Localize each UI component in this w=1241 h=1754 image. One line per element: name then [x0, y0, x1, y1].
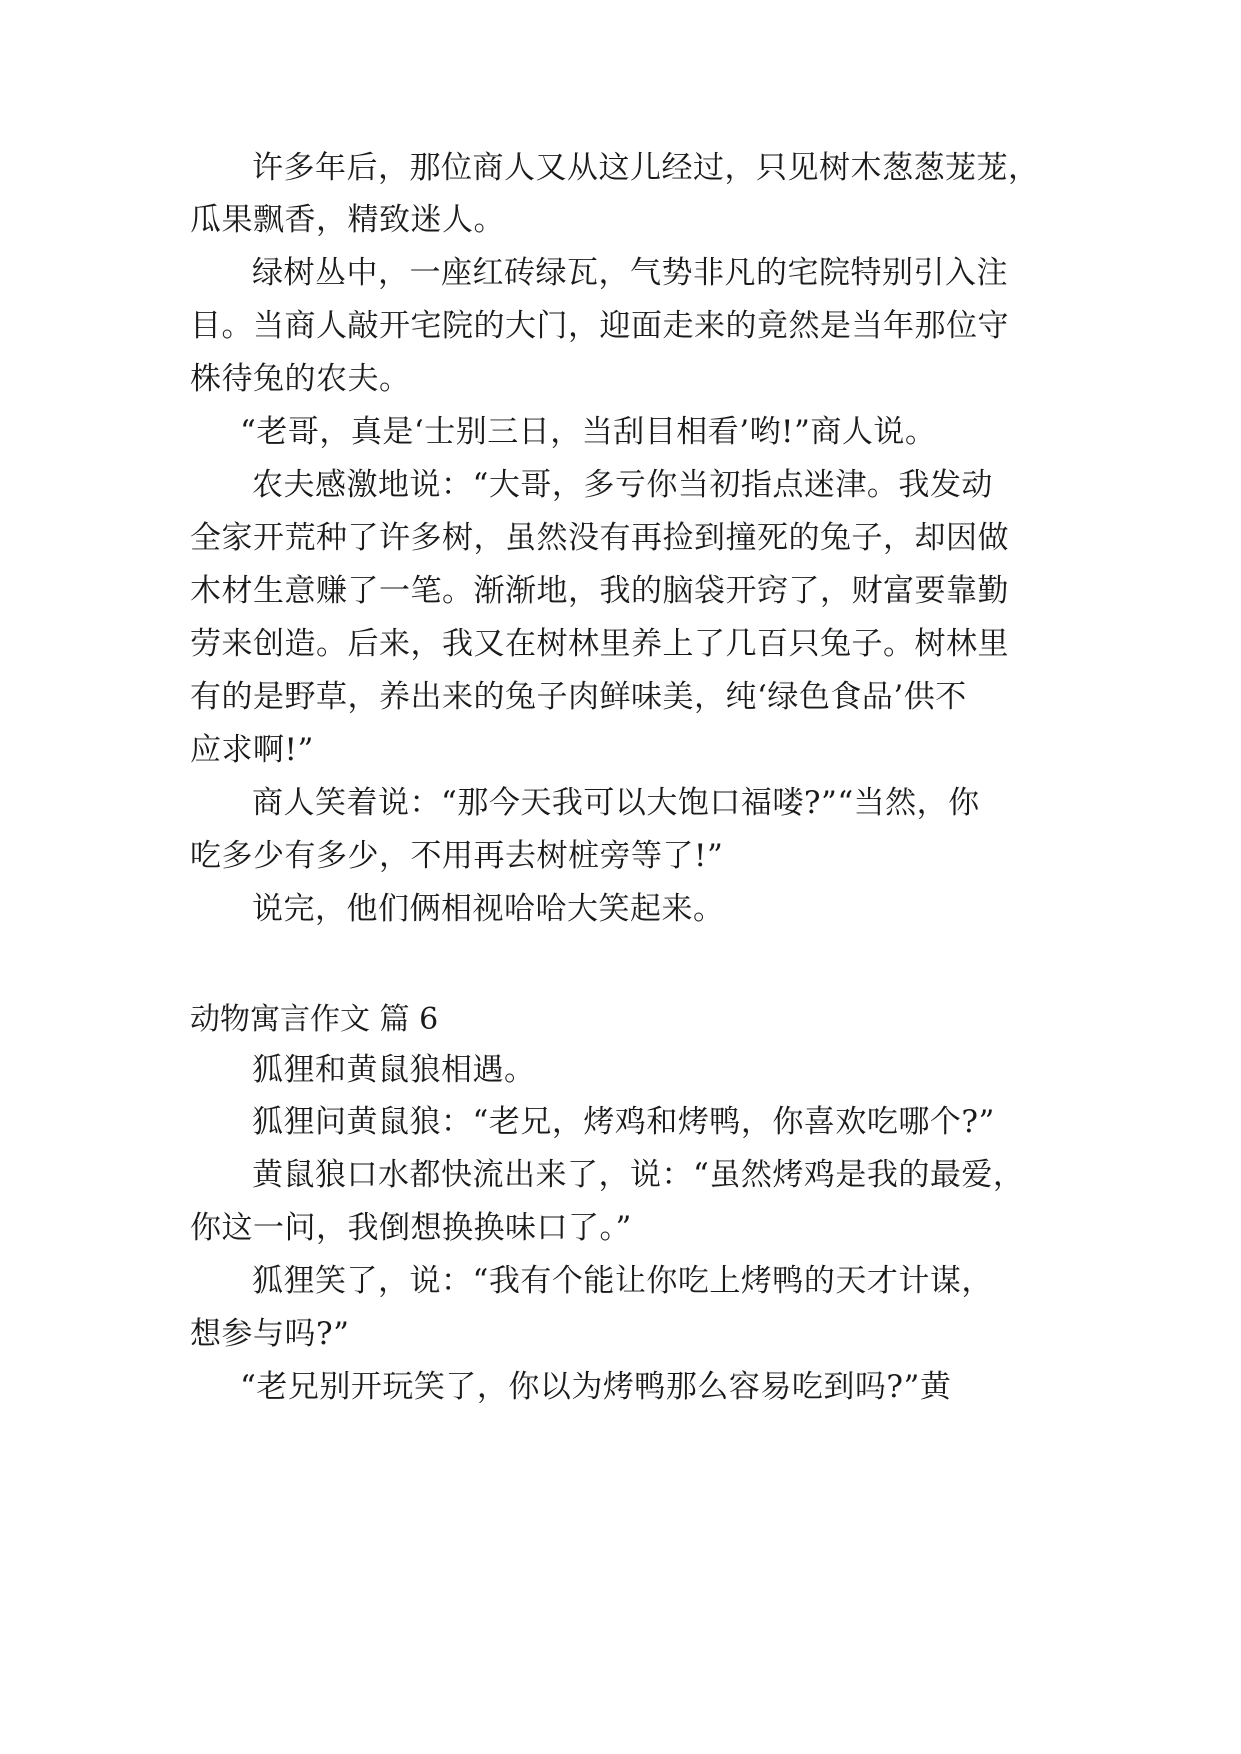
paragraph-line: 狐狸问黄鼠狼：“老兄，烤鸡和烤鸭，你喜欢吃哪个?”	[252, 1104, 995, 1140]
paragraph-line: 目。当商人敲开宅院的大门，迎面走来的竟然是当年那位守	[190, 308, 1009, 344]
paragraph-line: 劳来创造。后来，我又在树林里养上了几百只兔子。树林里	[190, 626, 1009, 662]
paragraph-line: 吃多少有多少，不用再去树桩旁等了!”	[190, 838, 724, 874]
paragraph-line: 你这一问，我倒想换换味口了。”	[190, 1210, 632, 1246]
paragraph-line: 应求啊!”	[190, 732, 314, 768]
paragraph-line: 农夫感激地说：“大哥，多亏你当初指点迷津。我发动	[252, 467, 993, 503]
paragraph-line: 许多年后，那位商人又从这儿经过，只见树木葱葱茏茏，	[252, 150, 1040, 186]
paragraph-line: “老哥，真是‘士别三日，当刮目相看’哟!”商人说。	[240, 414, 937, 450]
paragraph-line: 瓜果飘香，精致迷人。	[190, 202, 505, 238]
paragraph-line: 有的是野草，养出来的兔子肉鲜味美，纯‘绿色食品’供不	[190, 679, 967, 715]
paragraph-line: 狐狸笑了，说：“我有个能让你吃上烤鸭的天才计谋，	[252, 1263, 993, 1299]
paragraph-line: 想参与吗?”	[190, 1316, 350, 1352]
section-heading: 动物寓言作文 篇 6	[190, 1002, 439, 1037]
paragraph-line: 木材生意赚了一笔。渐渐地，我的脑袋开窍了，财富要靠勤	[190, 573, 1009, 609]
paragraph-line: 全家开荒种了许多树，虽然没有再捡到撞死的兔子，却因做	[190, 520, 1009, 556]
paragraph-line: 商人笑着说：“那今天我可以大饱口福喽?”“当然，你	[252, 785, 980, 821]
paragraph-line: 株待兔的农夫。	[190, 361, 411, 397]
paragraph-line: “老兄别开玩笑了，你以为烤鸭那么容易吃到吗?”黄	[240, 1369, 952, 1405]
paragraph-line: 说完，他们俩相视哈哈大笑起来。	[252, 891, 725, 927]
paragraph-line: 绿树丛中，一座红砖绿瓦，气势非凡的宅院特别引入注	[252, 255, 1008, 291]
paragraph-line: 黄鼠狼口水都快流出来了，说：“虽然烤鸡是我的最爱，	[252, 1157, 1025, 1193]
paragraph-line: 狐狸和黄鼠狼相遇。	[252, 1052, 536, 1088]
